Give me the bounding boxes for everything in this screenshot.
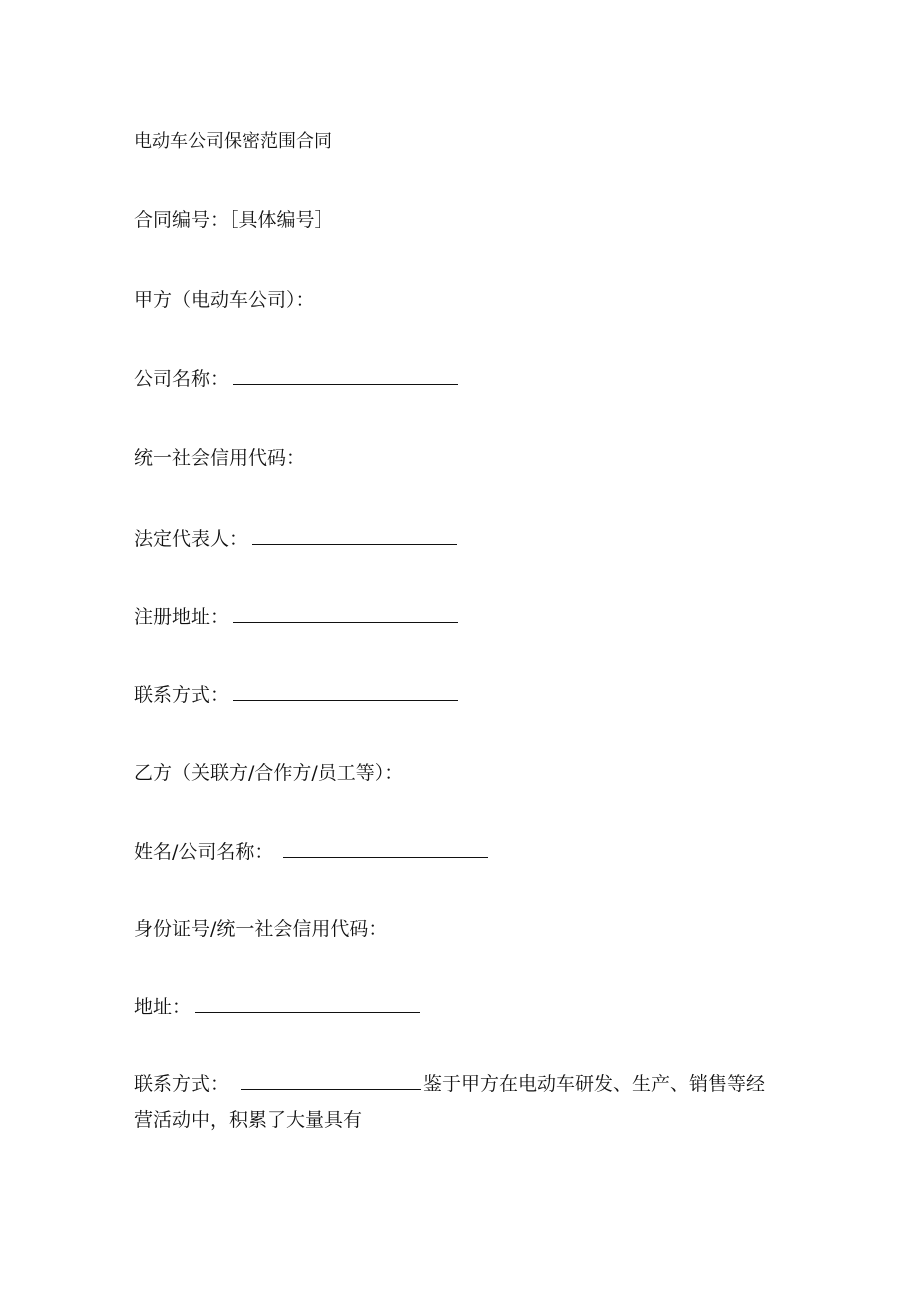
party-a-address-label: 注册地址：: [134, 606, 230, 628]
party-a-contact-blank[interactable]: [233, 682, 458, 701]
party-a-legal-rep-label: 法定代表人：: [134, 528, 249, 550]
party-b-name-blank[interactable]: [283, 839, 488, 858]
party-a-company-name-row: [134, 361, 458, 397]
party-b-name-row: [134, 834, 488, 870]
party-b-contact-label: 联系方式：: [134, 1073, 230, 1095]
recital-text: 鉴于甲方在电动车研发、生产、销售等经营活动中，积累了大量具有: [134, 1073, 766, 1131]
party-b-address-label: 地址：: [134, 996, 192, 1018]
party-a-legal-rep-blank[interactable]: [252, 526, 457, 545]
party-a-address-row: [134, 599, 458, 635]
party-b-id-label: 身份证号/统一社会信用代码：: [134, 918, 388, 940]
party-a-company-name-blank[interactable]: [233, 366, 458, 385]
party-a-company-name-label: 公司名称：: [134, 368, 230, 390]
document-title: 电动车公司保密范围合同: [134, 131, 332, 152]
party-a-credit-code-label: 统一社会信用代码：: [134, 447, 306, 469]
party-b-heading: 乙方（关联方/合作方/员工等）：: [134, 762, 404, 784]
party-b-contact-blank[interactable]: [241, 1071, 421, 1090]
party-a-legal-rep-row: [134, 521, 457, 557]
party-b-address-blank[interactable]: [195, 994, 420, 1013]
party-a-address-blank[interactable]: [233, 604, 458, 623]
party-a-contact-row: [134, 677, 458, 713]
party-a-contact-label: 联系方式：: [134, 684, 230, 706]
contract-number-line: 合同编号：［具体编号］: [134, 209, 334, 231]
party-b-name-label: 姓名/公司名称：: [134, 841, 274, 863]
party-a-heading: 甲方（电动车公司）：: [134, 289, 315, 311]
party-b-address-row: [134, 989, 420, 1025]
party-b-contact-and-recital: [134, 1066, 784, 1138]
